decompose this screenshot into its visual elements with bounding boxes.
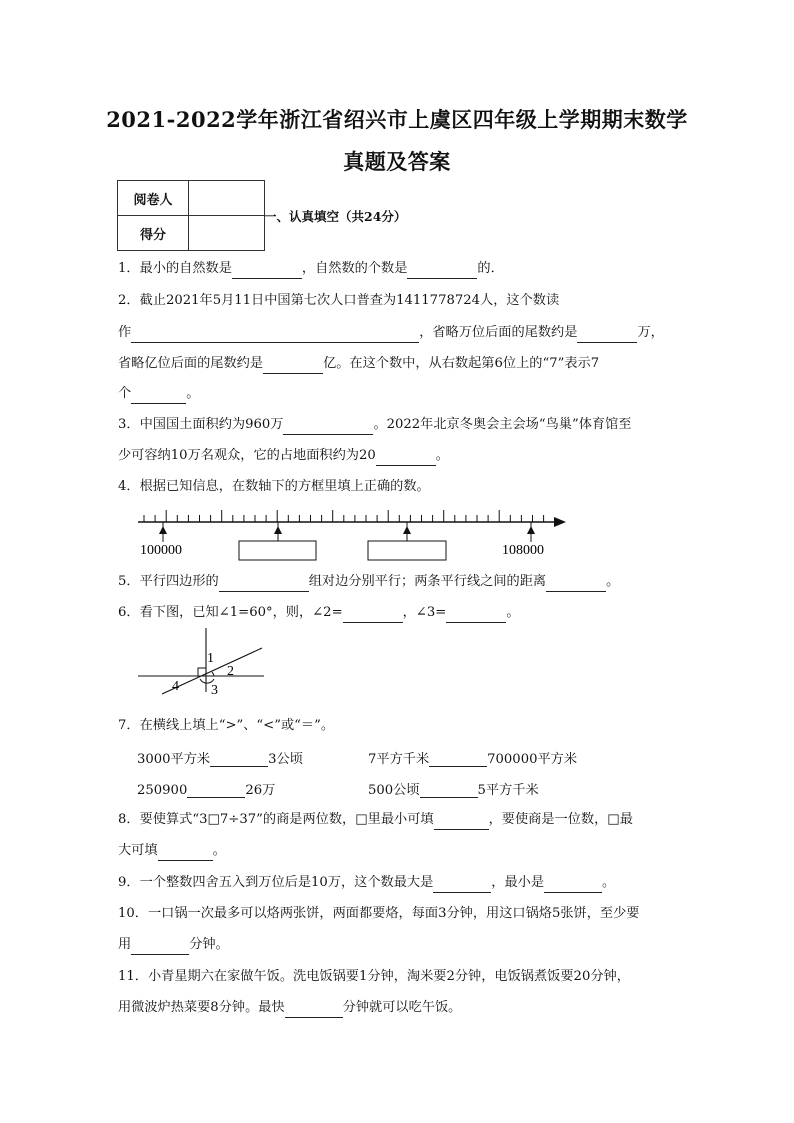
q6-text-a: 6．看下图，已知∠1=60°，则，∠2=: [118, 605, 343, 620]
question-3-line-1: [118, 415, 631, 435]
compare-3-blank[interactable]: [187, 782, 245, 798]
q9-text-b: ，最小是: [491, 875, 545, 890]
q5-text-c: 。: [606, 574, 620, 589]
q6-text-b: ，∠3=: [402, 605, 447, 620]
page-subtitle: 真题及答案: [343, 149, 451, 174]
q6-blank-2[interactable]: [446, 607, 506, 623]
number-line-end-label: 108000: [502, 543, 544, 558]
pointer-1-head: [159, 526, 167, 534]
q1-blank-1[interactable]: [232, 263, 302, 279]
q2-blank-1[interactable]: [131, 327, 419, 343]
q8-text-d: 。: [212, 843, 226, 858]
q9-text-a: 9．一个整数四舍五入到万位后是10万，这个数最大是: [118, 875, 434, 890]
q2-text-c: 万，: [637, 325, 664, 340]
pointer-2-head: [274, 526, 282, 534]
q8-blank-2[interactable]: [158, 845, 213, 861]
question-10-line-1: 10．一口锅一次最多可以烙两张饼，两面都要烙，每面3分钟，用这口锅烙5张饼，至少要: [118, 906, 640, 921]
q2-text-b: ，省略万位后面的尾数约是: [419, 325, 578, 340]
question-1: [118, 259, 504, 279]
score-label: 得分: [118, 216, 189, 251]
question-9: [118, 873, 615, 893]
q9-blank-2[interactable]: [544, 877, 602, 893]
q2-text-g: 。: [186, 386, 200, 401]
compare-4-left: 500公顷: [368, 783, 420, 798]
compare-item-1: [137, 748, 303, 767]
question-6: [118, 603, 520, 623]
q1-text-b: ，自然数的个数是: [301, 261, 408, 276]
q10-text-a: 用: [118, 937, 132, 952]
number-line-arrowhead: [554, 517, 566, 527]
reviewer-cell[interactable]: [189, 181, 265, 216]
q2-text-a: 作: [118, 325, 132, 340]
q3-blank-1[interactable]: [283, 419, 373, 435]
q9-text-c: 。: [602, 875, 616, 890]
q6-blank-1[interactable]: [343, 607, 403, 623]
q5-blank-2[interactable]: [546, 576, 606, 592]
compare-item-3: [137, 779, 275, 798]
q3-text-a: 3．中国国土面积约为960万: [118, 417, 284, 432]
q3-text-d: 。: [435, 448, 449, 463]
section-title: 一、认真填空（共24分）: [264, 209, 407, 224]
q3-text-b: 。2022年北京冬奥会主会场“鸟巢”体育馆至: [373, 417, 632, 432]
angle-arc-2: [212, 672, 214, 676]
q5-blank-1[interactable]: [219, 576, 309, 592]
compare-1-right: 3公顷: [268, 752, 303, 767]
question-2-line-2: [118, 323, 664, 343]
question-11-line-1: 11．小青星期六在家做午饭。洗电饭锅要1分钟，淘米要2分钟，电饭锅煮饭要20分钟，: [118, 969, 630, 984]
compare-1-left: 3000平方米: [137, 752, 211, 767]
pointer-3-head: [403, 526, 411, 534]
q8-text-b: ，要使商是一位数，□最: [488, 812, 633, 827]
compare-2-right: 700000平方米: [487, 752, 578, 767]
q10-blank-1[interactable]: [131, 939, 189, 955]
number-line-start-label: 100000: [140, 543, 182, 558]
q1-text-a: 1．最小的自然数是: [118, 261, 232, 276]
compare-1-blank[interactable]: [210, 751, 268, 767]
question-10-line-2: [118, 935, 229, 955]
angle-label-4: 4: [172, 679, 179, 694]
compare-2-blank[interactable]: [429, 751, 487, 767]
reviewer-label: 阅卷人: [118, 181, 189, 216]
answer-box-1[interactable]: [239, 541, 316, 560]
question-11-line-2: [118, 998, 461, 1018]
compare-4-right: 5平方千米: [477, 783, 539, 798]
q2-blank-4[interactable]: [131, 388, 186, 404]
question-2-line-4: [118, 384, 199, 404]
angle-figure: [130, 626, 270, 698]
question-7: 7．在横线上填上“>”、“<”或“＝”。: [118, 718, 335, 733]
angle-label-2: 2: [227, 664, 234, 679]
q2-text-d: 省略亿位后面的尾数约是: [118, 356, 264, 371]
angle-label-1: 1: [207, 651, 214, 666]
question-8-line-1: [118, 810, 633, 830]
q3-text-c: 少可容纳10万名观众，它的占地面积约为20: [118, 448, 376, 463]
q2-text-f: 个: [118, 386, 132, 401]
compare-3-right: 26万: [245, 783, 276, 798]
question-3-line-2: [118, 446, 449, 466]
q11-blank-1[interactable]: [285, 1002, 343, 1018]
q5-text-b: 组对边分别平行；两条平行线之间的距离: [308, 574, 547, 589]
compare-item-4: [368, 779, 539, 798]
number-line-figure: [130, 500, 580, 566]
q5-text-a: 5．平行四边形的: [118, 574, 219, 589]
q6-text-c: 。: [506, 605, 520, 620]
q10-text-b: 分钟。: [189, 937, 229, 952]
compare-2-left: 7平方千米: [368, 752, 430, 767]
question-2-line-3: [118, 354, 599, 374]
question-5: [118, 572, 619, 592]
q9-blank-1[interactable]: [433, 877, 491, 893]
question-8-line-2: [118, 841, 226, 861]
q11-text-a: 用微波炉热菜要8分钟。最快: [118, 1000, 285, 1015]
q2-text-e: 亿。在这个数中，从右数起第6位上的“7”表示7: [323, 356, 600, 371]
q1-blank-2[interactable]: [407, 263, 477, 279]
compare-item-2: [368, 748, 577, 767]
q2-blank-3[interactable]: [263, 358, 323, 374]
q3-blank-2[interactable]: [376, 450, 436, 466]
number-line-ticks: [144, 510, 544, 522]
q8-blank-1[interactable]: [434, 814, 489, 830]
compare-4-blank[interactable]: [420, 782, 478, 798]
score-table: [117, 180, 265, 251]
compare-3-left: 250900: [137, 783, 188, 798]
question-2-line-1: 2．截止2021年5月11日中国第七次人口普查为1411778724人，这个数读: [118, 293, 560, 308]
answer-box-2[interactable]: [368, 541, 446, 560]
angle-label-3: 3: [211, 683, 218, 698]
q8-text-c: 大可填: [118, 843, 158, 858]
score-cell[interactable]: [189, 216, 265, 251]
q11-text-b: 分钟就可以吃午饭。: [342, 1000, 462, 1015]
q1-text-c: 的．: [477, 261, 504, 276]
q2-blank-2[interactable]: [577, 327, 637, 343]
question-4: 4．根据已知信息，在数轴下的方框里填上正确的数。: [118, 479, 430, 494]
pointer-4-head: [527, 526, 535, 534]
page-title: 2021-2022学年浙江省绍兴市上虞区四年级上学期期末数学: [106, 107, 688, 132]
q8-text-a: 8．要使算式“3□7÷37”的商是两位数，□里最小可填: [118, 812, 434, 827]
